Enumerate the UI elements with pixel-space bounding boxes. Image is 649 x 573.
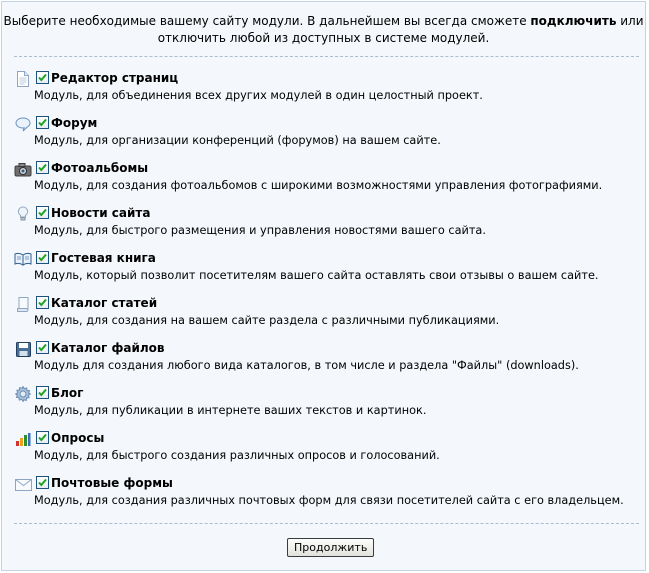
module-title[interactable]: Почтовые формы — [51, 476, 173, 490]
module-description: Модуль, для публикации в интернете ваших текстов и картинок. — [34, 404, 427, 417]
module-title[interactable]: Каталог статей — [51, 296, 158, 310]
scroll-icon — [14, 295, 32, 313]
bar-chart-icon — [14, 430, 32, 448]
module-checkbox[interactable] — [36, 431, 49, 444]
module-checkbox[interactable] — [36, 296, 49, 309]
module-mail-forms — [14, 475, 634, 515]
module-checkbox[interactable] — [36, 476, 49, 489]
open-book-icon — [14, 250, 32, 268]
module-checkbox[interactable] — [36, 206, 49, 219]
module-forum — [14, 115, 634, 155]
speech-bubble-icon — [14, 115, 32, 133]
module-description: Модуль, для создания фотоальбомов с широкими возможностями управления фотографиями. — [34, 179, 603, 192]
camera-icon — [14, 160, 32, 178]
bottom-divider — [14, 523, 639, 524]
module-description: Модуль, для организации конференций (форумов) на вашем сайте. — [34, 134, 441, 147]
module-polls — [14, 430, 634, 470]
module-blog — [14, 385, 634, 425]
module-title[interactable]: Новости сайта — [51, 206, 151, 220]
module-description: Модуль, для быстрого создания различных опросов и голосований. — [34, 449, 440, 462]
intro-text: Выберите необходимые вашему сайту модули. В дальнейшем вы всегда сможете подключить или отключить любой из доступных в системе модулей. — [3, 14, 644, 45]
page-icon — [14, 70, 32, 88]
module-title[interactable]: Гостевая книга — [51, 251, 156, 265]
module-checkbox[interactable] — [36, 341, 49, 354]
module-title[interactable]: Блог — [51, 386, 84, 400]
module-description: Модуль, для объединения всех других модулей в один целостный проект. — [34, 89, 483, 102]
module-description: Модуль, для создания различных почтовых форм для связи посетителей сайта с его владельцем. — [34, 494, 624, 507]
module-title[interactable]: Опросы — [51, 431, 105, 445]
module-guestbook — [14, 250, 634, 290]
module-checkbox[interactable] — [36, 161, 49, 174]
module-description: Модуль, для создания на вашем сайте раздела с различными публикациями. — [34, 314, 500, 327]
module-title[interactable]: Фотоальбомы — [51, 161, 149, 175]
module-title[interactable]: Редактор страниц — [51, 71, 179, 85]
module-title[interactable]: Каталог файлов — [51, 341, 165, 355]
module-site-news — [14, 205, 634, 245]
lightbulb-icon — [14, 205, 32, 223]
module-description: Модуль, для быстрого размещения и управления новостями вашего сайта. — [34, 224, 486, 237]
top-divider — [14, 56, 639, 57]
envelope-icon — [14, 475, 32, 493]
module-checkbox[interactable] — [36, 116, 49, 129]
continue-button[interactable]: Продолжить — [287, 538, 374, 557]
floppy-disk-icon — [14, 340, 32, 358]
module-title[interactable]: Форум — [51, 116, 98, 130]
module-checkbox[interactable] — [36, 386, 49, 399]
modules-panel — [1, 1, 646, 571]
module-page-editor — [14, 70, 634, 110]
module-file-catalog — [14, 340, 634, 380]
module-description: Модуль для создания любого вида каталогов, в том числе и раздела "Файлы" (downloads). — [34, 359, 579, 372]
module-checkbox[interactable] — [36, 251, 49, 264]
module-checkbox[interactable] — [36, 71, 49, 84]
gear-icon — [14, 385, 32, 403]
module-article-catalog — [14, 295, 634, 335]
module-description: Модуль, который позволит посетителям вашего сайта оставлять свои отзывы о вашем сайте. — [34, 269, 599, 282]
module-photo-albums — [14, 160, 634, 200]
